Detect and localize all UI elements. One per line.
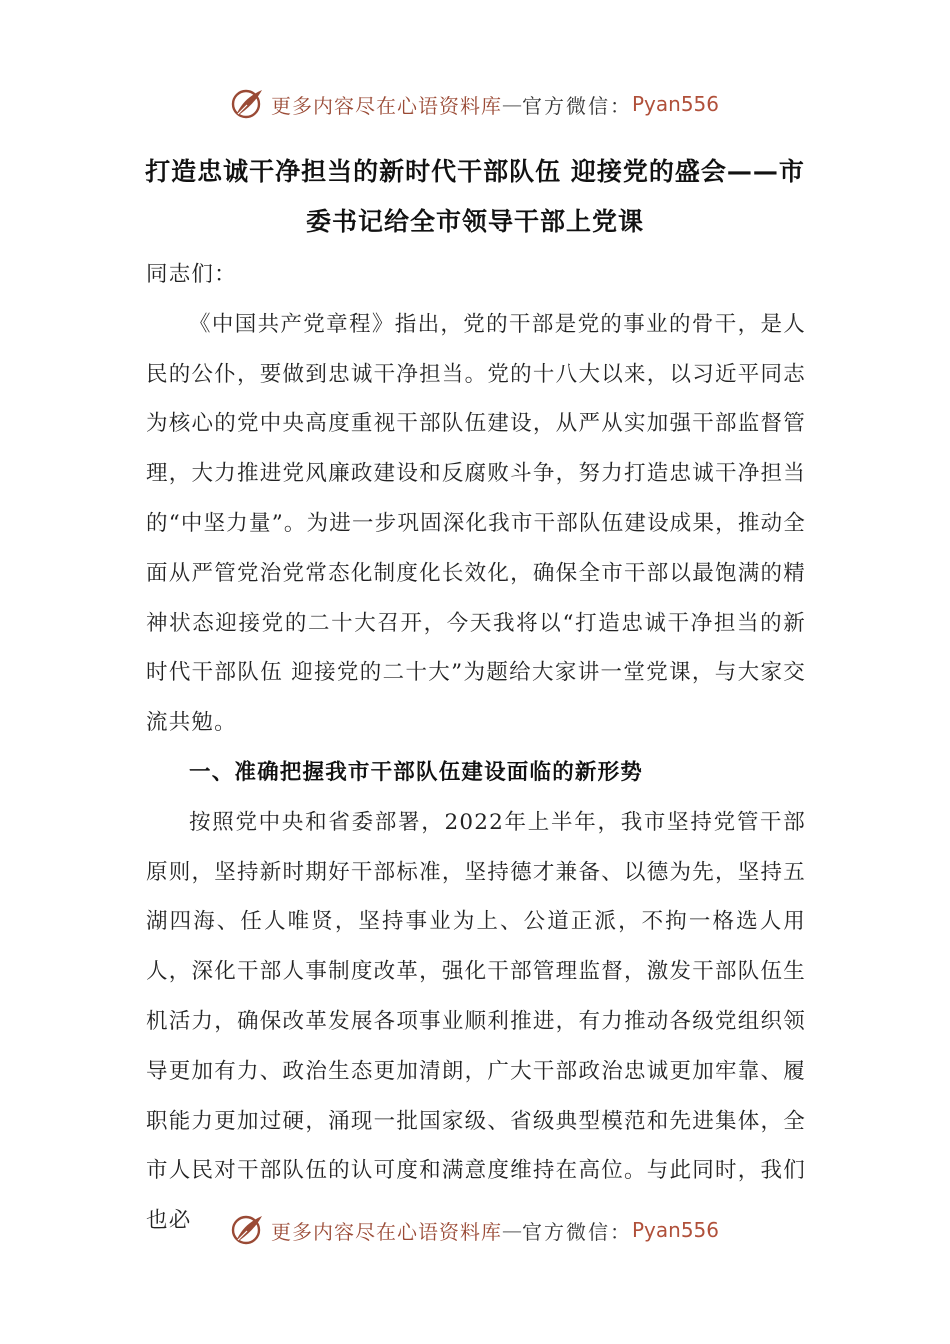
intro-paragraph: 《中国共产党章程》指出，党的干部是党的事业的骨干，是人民的公仆，要做到忠诚干净担当。党的十八大以来，以习近平同志为核心的党中央高度重视干部队伍建设，从严从实加强干部监督管理，大力推进党风廉政建设和反腐败斗争，努力打造忠诚干净担当的“中坚力量”。为进一步巩固深化我市干部队伍建设成果，推动全面从严管党治党常态化制度化长效化，确保全市干部以最饱满的精神状态迎接党的二十大召开，今天我将以“打造忠诚干净担当的新时代干部队伍 迎接党的二十大”为题给大家讲一堂党课，与大家交流共勉。 bbox=[146, 311, 806, 736]
watermark-wechat-id: Pyan556 bbox=[631, 1218, 719, 1242]
section-heading-1: 一、准确把握我市干部队伍建设面临的新形势 bbox=[189, 759, 644, 785]
document-title-line-1: 打造忠诚干净担当的新时代干部队伍 迎接党的盛会——市 bbox=[145, 157, 805, 186]
footer-watermark bbox=[0, 1210, 950, 1250]
watermark-text: 更多内容尽在心语资料库 bbox=[270, 93, 502, 118]
document-body bbox=[146, 250, 806, 1246]
quill-logo-icon bbox=[231, 1213, 265, 1247]
watermark-official-label: 官方微信： bbox=[521, 93, 632, 118]
watermark-official-label: 官方微信： bbox=[521, 1219, 632, 1244]
section-1-paragraph: 按照党中央和省委部署，2022年上半年，我市坚持党管干部原则，坚持新时期好干部标准，坚持德才兼备、以德为先，坚持五湖四海、任人唯贤，坚持事业为上、公道正派，不拘一格选人用人，深化干部人事制度改革，强化干部管理监督，激发干部队伍生机活力，确保改革发展各项事业顺利推进，有力推动各级党组织领导更加有力、政治生态更加清朗，广大干部政治忠诚更加牢靠、履职能力更加过硬，涌现一批国家级、省级典型模范和先进集体，全市人民对干部队伍的认可度和满意度维持在高位。与此同时，我们也必 bbox=[146, 809, 806, 1234]
watermark-separator: — bbox=[501, 92, 522, 116]
watermark-wechat-id: Pyan556 bbox=[631, 92, 719, 116]
watermark-separator: — bbox=[501, 1218, 522, 1242]
document-title-line-2: 委书记给全市领导干部上党课 bbox=[305, 207, 644, 236]
header-watermark bbox=[0, 84, 950, 124]
greeting: 同志们： bbox=[146, 262, 237, 287]
watermark-text: 更多内容尽在心语资料库 bbox=[270, 1219, 502, 1244]
quill-logo-icon bbox=[231, 87, 265, 121]
